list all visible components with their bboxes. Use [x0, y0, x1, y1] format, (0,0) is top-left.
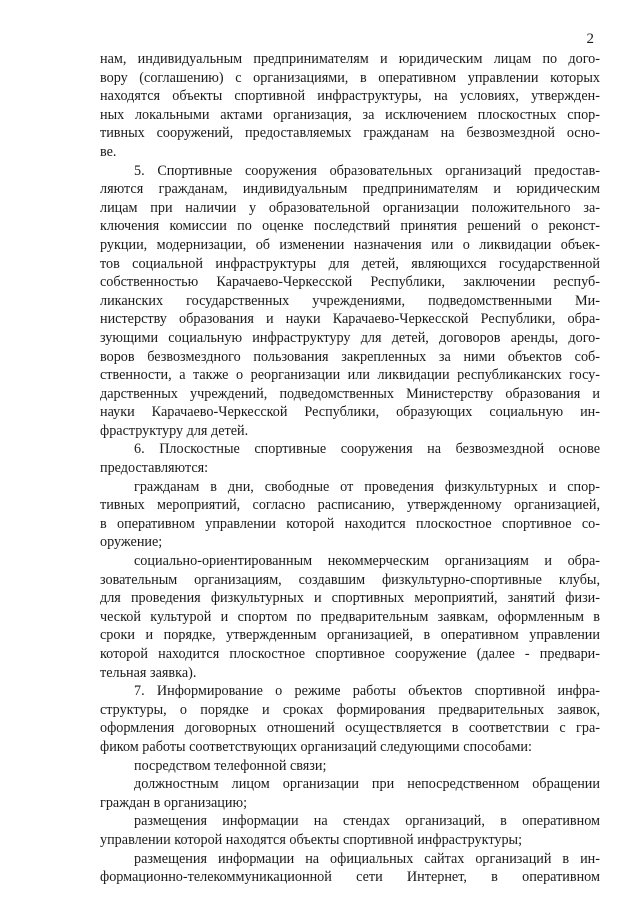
text-line: находятся объекты спортивной инфраструктуры, на условиях, утвержден- — [100, 88, 600, 105]
text-line: размещения информации на официальных сайтах организаций в ин- — [134, 850, 600, 867]
text-line: ликанских государственных учреждениями, подведомственными Ми- — [100, 292, 600, 309]
text-line: которой находится плоскостное спортивное сооружение (далее - предвари- — [100, 646, 600, 662]
text-line: оформления договорных отношений осуществляется в соответствии с гра- — [100, 720, 600, 737]
text-line: 5. Спортивные сооружения образовательных организаций предостав- — [134, 162, 600, 179]
text-line: тельная заявка). — [100, 664, 197, 681]
text-line: формационно-телекоммуникационной сети Интернет, в оперативном — [100, 869, 600, 886]
text-line: лицам при наличии у образовательной организации положительного за- — [100, 199, 600, 216]
text-line: нистерству образования и науки Карачаево-Черкесской Республики, обра- — [100, 311, 600, 328]
text-line: гражданам в дни, свободные от проведения физкультурных и спор- — [134, 478, 600, 495]
page-number: 2 — [586, 31, 594, 47]
text-line: ственности, а также о реорганизации или ликвидации республиканских госу- — [100, 367, 600, 384]
text-line: ве. — [100, 143, 117, 160]
text-line: дарственных учреждений, подведомственных Министерству образования и — [100, 385, 600, 402]
text-line: оружение; — [100, 534, 163, 551]
text-line: 7. Информирование о режиме работы объектов спортивной инфра- — [134, 683, 600, 700]
text-line: граждан в организацию; — [100, 794, 248, 811]
text-line: должностным лицом организации при непосредственном обращении — [134, 776, 600, 793]
text-line: управлении которой находятся объекты спортивной инфраструктуры; — [100, 831, 523, 848]
text-line: рукции, модернизации, об изменении назначения или о ликвидации объек- — [100, 236, 600, 253]
text-line: ляются гражданам, индивидуальным предпринимателям и юридическим — [100, 181, 600, 198]
text-line: ных локальными актами организация, за исключением плоскостных спор- — [100, 106, 600, 123]
text-line: ческой культурой и спортом по предварительным заявкам, оформленным в — [100, 608, 600, 625]
text-line: размещения информации на стендах организаций, в оперативном — [134, 813, 600, 830]
text-line: ключения комиссии по оценке последствий принятия решений о реконст- — [100, 218, 600, 235]
text-line: зовательным организациям, создавшим физкультурно-спортивные клубы, — [100, 571, 600, 588]
text-line: структуры, о порядке и сроках формирования предварительных заявок, — [100, 701, 600, 718]
text-line: фиком работы соответствующих организаций следующими способами: — [100, 738, 532, 755]
text-line: предоставляются: — [100, 460, 209, 477]
text-line: вору (соглашению) с организациями, в оперативном управлении которых — [100, 69, 600, 86]
text-line: науки Карачаево-Черкесской Республики, образующих социальную ин- — [100, 404, 600, 421]
text-line: посредством телефонной связи; — [134, 757, 327, 774]
text-line: тов социальной инфраструктуры для детей, являющихся государственной — [100, 255, 600, 272]
text-line: тивных сооружений, предоставляемых гражданам на безвозмездной осно- — [100, 125, 600, 142]
text-line: воров безвозмездного пользования закрепленных за ними объектов соб- — [100, 348, 600, 365]
text-line: социально-ориентированным некоммерческим организациям и обра- — [134, 553, 600, 570]
text-line: собственностью Карачаево-Черкесской Республики, заключении респуб- — [100, 274, 600, 291]
text-line: тивных мероприятий, согласно расписанию, утвержденному организацией, — [100, 497, 600, 514]
text-line: зующими социальную инфраструктуру для детей, договоров аренды, дого- — [100, 329, 600, 346]
text-line: в оперативном управлении которой находится плоскостное спортивное со- — [100, 515, 600, 532]
text-line: для проведения физкультурных и спортивных мероприятий, занятий физи- — [100, 590, 600, 607]
document-body — [100, 50, 600, 887]
text-line: фраструктуру для детей. — [100, 422, 249, 439]
text-line: 6. Плоскостные спортивные сооружения на безвозмездной основе — [134, 441, 600, 458]
text-line: сроки и порядке, утвержденным организацией, в оперативном управлении — [100, 627, 600, 644]
text-line: нам, индивидуальным предпринимателям и юридическим лицам по дого- — [100, 51, 600, 67]
